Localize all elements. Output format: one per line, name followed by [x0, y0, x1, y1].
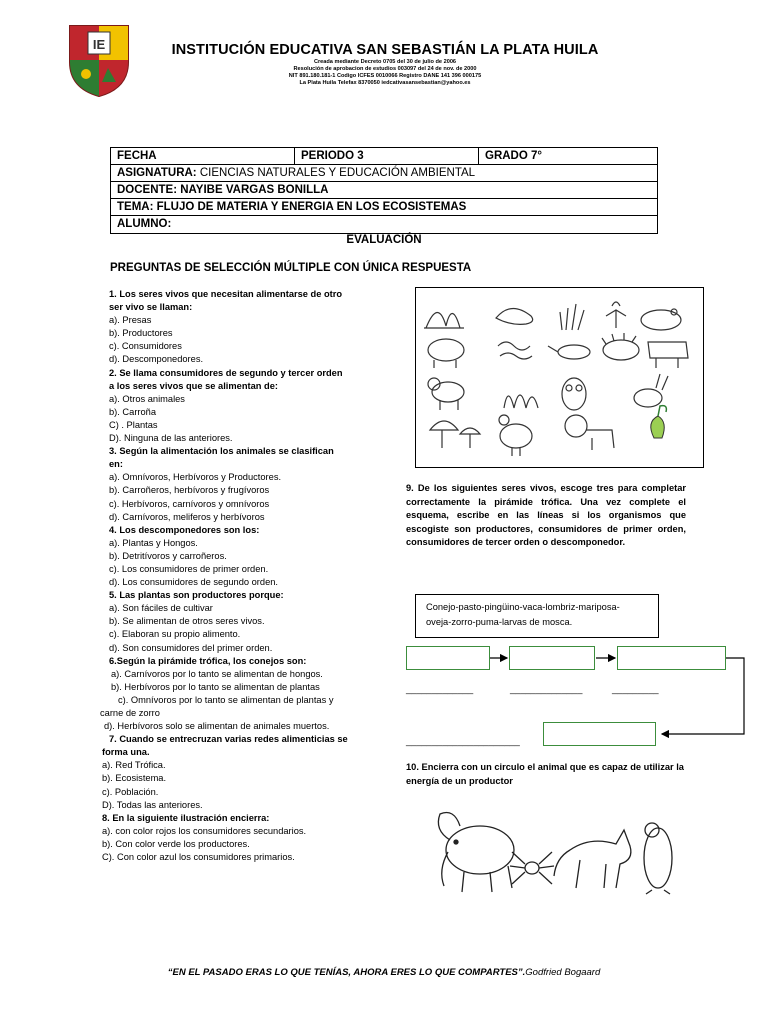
option: a). Plantas y Hongos.	[109, 537, 198, 548]
evaluation-heading: EVALUACIÓN	[346, 234, 422, 246]
cow-sketch	[648, 342, 688, 368]
option: c). Población.	[102, 786, 159, 797]
question-8: 8. En la siguiente ilustración encierra:	[102, 812, 270, 823]
owl-sketch	[562, 378, 586, 410]
question-1: 1. Los seres vivos que necesitan alimentarse de otro	[109, 289, 343, 299]
question-5: 5. Las plantas son productores porque:	[109, 590, 284, 601]
organisms-illustration	[415, 287, 704, 468]
sheep-sketch	[428, 339, 464, 368]
answer-line[interactable]: ______________________	[406, 736, 520, 746]
option: b). Detritívoros y carroñeros.	[109, 550, 227, 561]
option: a). Carnívoros por lo tanto se alimentan de hongos.	[111, 668, 323, 679]
question-6: 6.Según la pirámide trófica, los conejos son:	[109, 655, 307, 666]
school-logo	[66, 22, 132, 98]
option: b). Con color verde los productores.	[102, 838, 250, 849]
option: a). Presas	[109, 315, 152, 326]
asignatura-value: CIENCIAS NATURALES Y EDUCACIÓN AMBIENTAL	[196, 167, 476, 179]
docente-label: DOCENTE: NAYIBE VARGAS BONILLA	[117, 184, 329, 196]
question-2: 2. Se llama consumidores de segundo y tercer orden	[109, 367, 343, 378]
header-subline: La Plata Huila Telefax 8370050 iedcativasansebastian@yahoo.es	[299, 80, 471, 86]
option: c). Omnívoros por lo tanto se alimentan de plantas y	[118, 694, 334, 705]
penguin-sketch	[644, 823, 672, 894]
question-1-cont: ser vivo se llaman:	[109, 302, 193, 313]
quote-author: Godfried Bogaard	[525, 967, 601, 978]
question-10: 10. Encierra con un circulo el animal que es capaz de utilizar la energía de un productor	[406, 762, 684, 786]
option-cont: carne de zorro	[100, 708, 160, 718]
option: D). Ninguna de las anteriores.	[109, 433, 233, 444]
question-3: 3. Según la alimentación los animales se clasifican	[109, 446, 334, 457]
worms-sketch	[498, 342, 532, 359]
option: d). Son consumidores del primer orden.	[109, 642, 273, 653]
info-row-docente	[111, 182, 657, 199]
info-row-asignatura	[111, 165, 657, 182]
hen-sketch	[499, 415, 532, 456]
option: a). Son fáciles de cultivar	[109, 603, 213, 614]
info-row-tema	[111, 199, 657, 216]
option: b). Herbívoros por lo tanto se alimentan de plantas	[111, 681, 320, 692]
info-row-alumno	[111, 216, 657, 233]
lion-sketch	[565, 415, 614, 450]
question-7: 7. Cuando se entrecruzan varias redes alimenticias se	[109, 734, 348, 745]
mushroom-sketch	[430, 421, 480, 448]
fecha-label: FECHA	[111, 148, 295, 164]
question-2-cont: a los seres vivos que se alimentan de:	[109, 380, 278, 391]
info-table	[110, 147, 658, 234]
option: C). Con color azul los consumidores primarios.	[102, 852, 295, 863]
word-list-box	[415, 594, 659, 638]
answer-line[interactable]: _________	[612, 684, 659, 694]
questions-column	[100, 288, 364, 864]
rabbit-sketch	[634, 374, 668, 407]
grado-label: GRADO 7°	[485, 150, 542, 162]
question-3-cont: en:	[109, 459, 123, 470]
svg-text:IE: IE	[92, 37, 106, 52]
fox-sketch	[554, 830, 631, 888]
grass-sketch	[560, 304, 584, 330]
food-chain-arrows	[400, 640, 760, 750]
header-subline: NIT 891.180.181-1 Codigo ICFES 0010066 Registro DANE 141 396 000175	[288, 73, 482, 79]
option: d). Herbívoros solo se alimentan de animales muertos.	[104, 721, 330, 732]
option: C) . Plantas	[109, 419, 158, 430]
option: a). Red Trófica.	[102, 760, 166, 771]
option: d). Carnívoros, meliferos y herbívoros	[109, 511, 265, 522]
footer-quote	[0, 967, 768, 978]
alumno-label: ALUMNO:	[117, 218, 172, 230]
hedgehog-sketch	[602, 333, 639, 360]
option: b). Productores	[109, 328, 173, 339]
option: a). Omnívoros, Herbívoros y Productores.	[109, 472, 282, 483]
question-9: 9. De los siguientes seres vivos, escoge tres para completar correctamente la pirámide trófica. Una vez complete el esquema, escribe en las líneas si los organismos que escogiste son productores, consumidores de primer orden, consumidores de tercer orden o descomponedor.	[406, 483, 686, 548]
dog-sketch	[428, 378, 464, 410]
school-name: INSTITUCIÓN EDUCATIVA SAN SEBASTIÁN LA PLATA HUILA	[171, 42, 599, 58]
asignatura-label: ASIGNATURA:	[117, 167, 197, 179]
periodo-label: PERIODO 3	[295, 148, 479, 164]
organisms-sketches	[416, 288, 703, 467]
quote-text: “EN EL PASADO ERAS LO QUE TENÍAS, AHORA ERES LO QUE COMPARTES”.	[167, 967, 526, 978]
asignatura-cell	[111, 165, 657, 181]
section-title: PREGUNTAS DE SELECCIÓN MÚLTIPLE CON ÚNICA RESPUESTA	[110, 262, 472, 274]
seedling-sketch	[651, 406, 667, 438]
option: a). con color rojos los consumidores secundarios.	[102, 825, 307, 836]
spider-sketch	[510, 852, 554, 884]
answer-line[interactable]: ______________	[510, 684, 583, 694]
option: d). Descomponedores.	[109, 354, 204, 365]
info-row-fecha	[111, 148, 657, 165]
header-subline: Creada mediante Decreto 0705 del 30 de julio de 2006	[313, 59, 457, 65]
option: b). Carroñeros, herbívoros y frugívoros	[109, 485, 270, 496]
caterpillar-sketch	[496, 308, 533, 324]
option: b). Carroña	[109, 406, 157, 417]
tema-label: TEMA: FLUJO DE MATERIA Y ENERGIA EN LOS ECOSISTEMAS	[117, 201, 467, 213]
question-4: 4. Los descomponedores son los:	[109, 524, 260, 535]
plant-sketch	[424, 312, 464, 328]
header-subline: Resolución de aprobacion de estudios 003097 del 24 de nov. de 2000	[293, 66, 477, 72]
answer-line[interactable]: _____________	[406, 684, 474, 694]
option: d). Los consumidores de segundo orden.	[109, 577, 279, 588]
option: c). Elaboran su propio alimento.	[109, 629, 241, 640]
arrow-icon	[662, 658, 744, 734]
frog-sketch	[641, 309, 681, 330]
option: c). Consumidores	[109, 341, 182, 352]
flower-sketch	[606, 302, 626, 328]
corn-sketch	[548, 345, 590, 359]
option: c). Herbívoros, carnívoros y omnívoros	[109, 498, 270, 509]
option: D). Todas las anteriores.	[102, 799, 203, 810]
option: c). Los consumidores de primer orden.	[109, 563, 269, 574]
animals-illustration	[420, 800, 710, 900]
shrub-sketch	[504, 395, 538, 408]
word-list-line: oveja-zorro-puma-larvas de mosca.	[426, 617, 573, 627]
option: b). Ecosistema.	[102, 773, 167, 784]
option: a). Otros animales	[109, 393, 185, 404]
elephant-sketch	[438, 813, 514, 893]
word-list-line: Conejo-pasto-pingüino-vaca-lombriz-mariposa-	[426, 602, 620, 612]
option: b). Se alimentan de otros seres vivos.	[109, 616, 265, 627]
question-7-cont: forma una.	[102, 747, 150, 758]
